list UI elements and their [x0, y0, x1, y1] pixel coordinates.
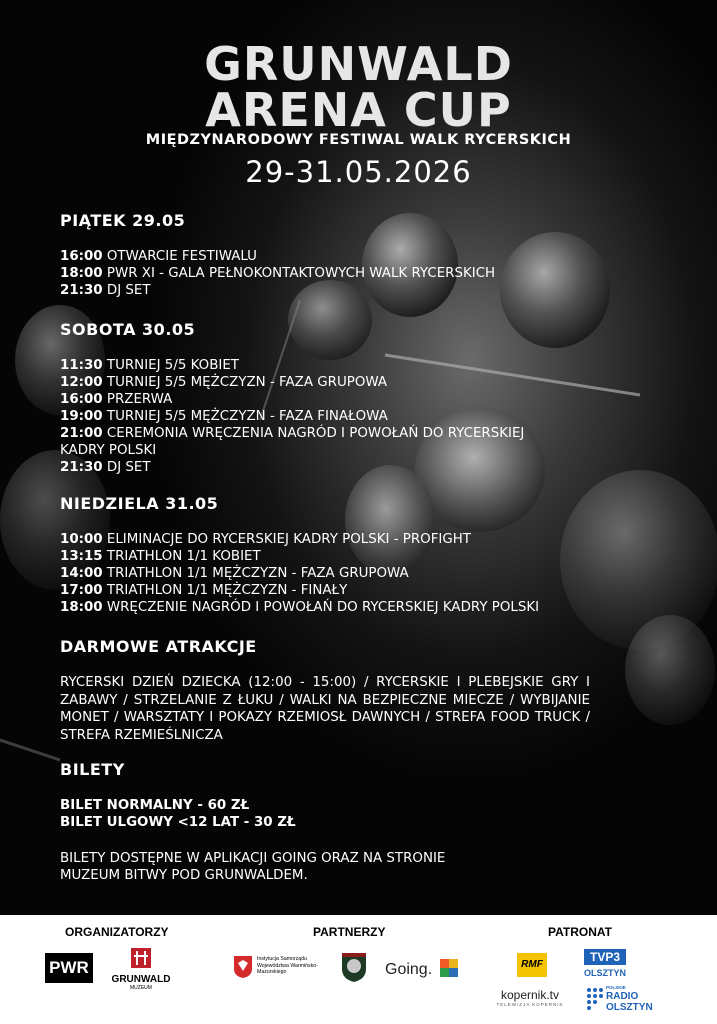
schedule-text: PWR XI - GALA PEŁNOKONTAKTOWYCH WALK RYCERSKICH — [106, 266, 496, 281]
schedule-text: DJ SET — [106, 460, 151, 475]
schedule-item — [60, 599, 539, 616]
schedule-time: 19:00 — [60, 409, 103, 424]
schedule-item — [60, 374, 524, 391]
kopernik-tv-logo — [495, 988, 565, 1007]
ticket-reduced: BILET ULGOWY <12 LAT - 30 ZŁ — [60, 815, 296, 830]
schedule-text: WRĘCZENIE NAGRÓD I POWOŁAŃ DO RYCERSKIEJ KADRY POLSKI — [106, 600, 540, 615]
radio-logo-top: POLSKIE — [606, 985, 626, 990]
schedule-time: 16:00 — [60, 392, 103, 407]
schedule-time: 17:00 — [60, 583, 103, 598]
schedule-text: TURNIEJ 5/5 KOBIET — [106, 358, 239, 373]
schedule-text: CEREMONIA WRĘCZENIA NAGRÓD I POWOŁAŃ DO RYCERSKIEJ — [106, 426, 525, 441]
schedule-time: 12:00 — [60, 375, 103, 390]
schedule-time: 13:15 — [60, 549, 103, 564]
schedule-text: TRIATHLON 1/1 MĘŻCZYZN - FINAŁY — [106, 583, 348, 598]
tvp3-olsztyn-logo — [584, 948, 626, 978]
saturday-schedule — [60, 357, 524, 476]
schedule-text: TRIATHLON 1/1 KOBIET — [106, 549, 261, 564]
festival-subtitle: MIĘDZYNARODOWY FESTIWAL WALK RYCERSKICH — [145, 132, 572, 148]
radio-dots-icon — [586, 987, 604, 1015]
schedule-text: OTWARCIE FESTIWALU — [106, 249, 257, 264]
partners-label: PARTNERZY — [313, 925, 386, 939]
institution-logo-text: Instytucja Samorządu Województwa Warmińsko-Mazurskiego — [257, 956, 318, 975]
schedule-item — [60, 582, 539, 599]
patronage-label: PATRONAT — [548, 925, 612, 939]
schedule-text: KADRY POLSKI — [60, 443, 157, 458]
schedule-item — [60, 459, 524, 476]
rmf-logo: RMF — [517, 953, 547, 977]
schedule-time: 21:30 — [60, 460, 103, 475]
grunwald-museum-logo — [106, 947, 176, 991]
organizers-label: ORGANIZATORZY — [65, 925, 169, 939]
schedule-text: TURNIEJ 5/5 MĘŻCZYZN - FAZA GRUPOWA — [106, 375, 388, 390]
friday-schedule — [60, 248, 495, 299]
schedule-item — [60, 408, 524, 425]
radio-olsztyn-logo — [586, 985, 666, 1019]
schedule-time: 10:00 — [60, 532, 103, 547]
attractions-text: RYCERSKI DZIEŃ DZIECKA (12:00 - 15:00) / RYCERSKIE I PLEBEJSKIE GRY I ZABAWY / STRZELANIE Z ŁUKU / WALKI NA BEZPIECZNE MIECZE / WYBIJANIE MONET / WARSZTATY I POKAZY RZEMIOSŁ DAWNYCH / STREFA FOOD TRUCK / STREFA RZEMIEŚLNICZA — [60, 675, 590, 743]
schedule-time: 18:00 — [60, 600, 103, 615]
partner-crest-logo — [340, 951, 368, 988]
title-line-2: ARENA CUP — [205, 83, 512, 137]
ticket-info-line: BILETY DOSTĘPNE W APLIKACJI GOING ORAZ NA STRONIE — [60, 851, 446, 866]
radio-logo-line2: OLSZTYN — [606, 1002, 653, 1013]
schedule-item — [60, 425, 524, 442]
sponsors-footer — [0, 915, 717, 1024]
schedule-item — [60, 548, 539, 565]
schedule-time: 21:30 — [60, 283, 103, 298]
grunwald-logo-subtext: MUZEUM — [130, 985, 152, 991]
schedule-item — [60, 531, 539, 548]
schedule-item — [60, 391, 524, 408]
radio-logo-line1: RADIO — [606, 991, 639, 1002]
schedule-text: TRIATHLON 1/1 MĘŻCZYZN - FAZA GRUPOWA — [106, 566, 409, 581]
schedule-item — [60, 265, 495, 282]
ticket-info-line: MUZEUM BITWY POD GRUNWALDEM. — [60, 868, 308, 883]
ticket-prices — [60, 797, 296, 831]
partner-crest-icon — [340, 951, 368, 983]
pwr-logo: PWR — [45, 953, 93, 983]
sunday-schedule — [60, 531, 539, 616]
day-heading-friday: PIĄTEK 29.05 — [60, 211, 186, 230]
schedule-text: PRZERWA — [106, 392, 173, 407]
ticket-normal: BILET NORMALNY - 60 ZŁ — [60, 798, 250, 813]
going-logo: Going. — [385, 959, 458, 979]
schedule-item — [60, 282, 495, 299]
schedule-time: 18:00 — [60, 266, 103, 281]
ticket-info — [60, 850, 445, 884]
schedule-text: ELIMINACJE DO RYCERSKIEJ KADRY POLSKI - PROFIGHT — [106, 532, 471, 547]
schedule-time: 14:00 — [60, 566, 103, 581]
warmia-mazury-institution-logo — [233, 955, 333, 985]
day-heading-saturday: SOBOTA 30.05 — [60, 320, 196, 339]
kopernik-logo-text: kopernik.tv — [500, 988, 560, 1002]
tickets-heading: BILETY — [60, 760, 125, 779]
schedule-text: DJ SET — [106, 283, 151, 298]
kopernik-logo-subtext: TELEWIZJA KOPERNIK — [496, 1002, 564, 1007]
grunwald-crest-icon — [130, 947, 152, 969]
schedule-item — [60, 357, 524, 374]
going-mark-icon — [440, 959, 458, 977]
schedule-time: 16:00 — [60, 249, 103, 264]
tvp3-subtext: OLSZTYN — [584, 968, 626, 978]
schedule-item — [60, 442, 524, 459]
festival-dates: 29-31.05.2026 — [245, 155, 472, 189]
day-heading-sunday: NIEDZIELA 31.05 — [60, 494, 219, 513]
tvp3-badge: TVP3 — [584, 949, 626, 965]
schedule-item — [60, 248, 495, 265]
title-line-1: GRUNWALD — [204, 37, 513, 91]
schedule-time: 11:30 — [60, 358, 103, 373]
schedule-time: 21:00 — [60, 426, 103, 441]
grunwald-logo-text: GRUNWALD — [111, 974, 171, 985]
attractions-heading: DARMOWE ATRAKCJE — [60, 637, 257, 656]
schedule-item — [60, 565, 539, 582]
warmia-mazury-crest-icon — [233, 955, 253, 979]
schedule-text: TURNIEJ 5/5 MĘŻCZYZN - FAZA FINAŁOWA — [106, 409, 388, 424]
